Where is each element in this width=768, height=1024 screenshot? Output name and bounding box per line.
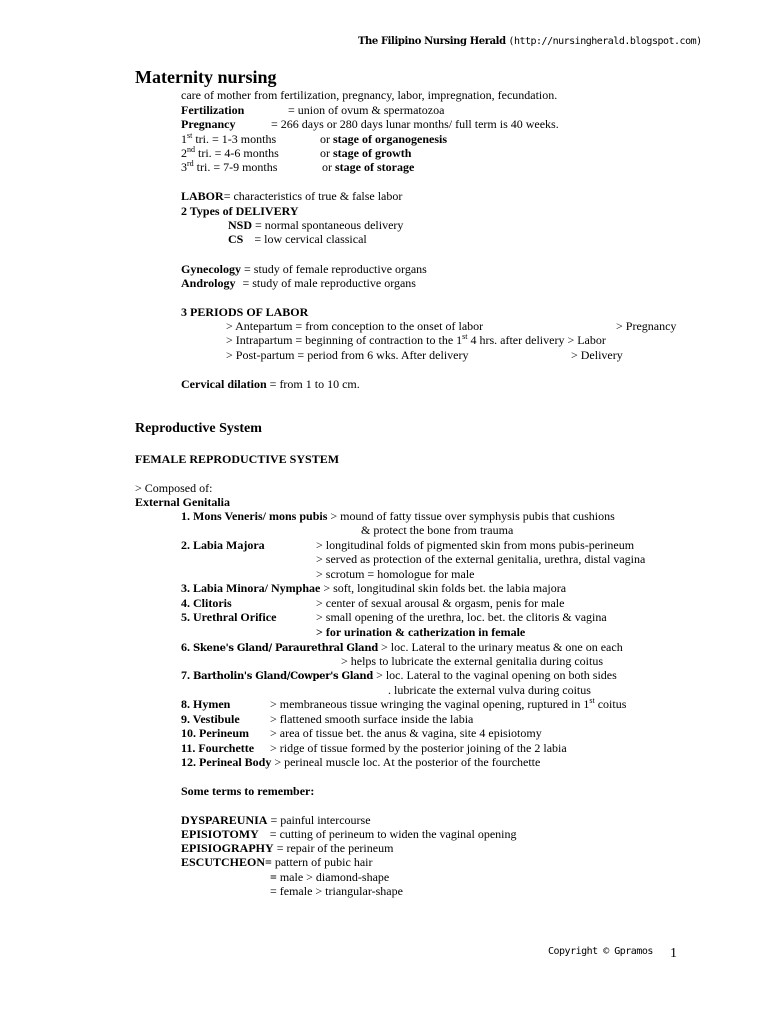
term: EPISIOGRAPHY (181, 841, 274, 855)
term-escutcheon (181, 855, 373, 869)
period-postpartum-tag: > Delivery (571, 348, 623, 362)
trimester-row (181, 159, 415, 174)
term: DYSPAREUNIA (181, 813, 268, 827)
list-item-term: 10. Perineum (181, 726, 249, 740)
tri-stage: or stage of growth (320, 146, 412, 160)
tri-stage: or stage of organogenesis (320, 132, 447, 146)
definition: = repair of the perineum (276, 841, 394, 855)
def-andrology (181, 276, 416, 290)
trimester-row (181, 131, 447, 146)
term: 3. Labia Minora/ Nymphae (181, 581, 321, 595)
delivery-heading: 2 Types of DELIVERY (181, 204, 299, 218)
list-item (181, 581, 566, 595)
def-gynecology (181, 262, 427, 276)
definition: = characteristics of true & false labor (223, 189, 403, 203)
definition: = 266 days or 280 days lunar months/ full term is 40 weeks. (271, 117, 559, 131)
term: Pregnancy (181, 117, 236, 131)
external-genitalia-heading: External Genitalia (135, 495, 230, 509)
definition: > mound of fatty tissue over symphysis pubis that cushions (330, 509, 615, 523)
composed-of: > Composed of: (135, 481, 213, 495)
escutcheon-female: = female > triangular-shape (270, 884, 403, 898)
period-intrapartum: > Intrapartum = beginning of contraction to the 1st 4 hrs. after delivery > Labor (226, 332, 606, 347)
term: Andrology (181, 276, 236, 290)
def-cervical-dilation (181, 377, 360, 391)
definition: > loc. Lateral to the urinary meatus & one on each (381, 640, 623, 654)
list-item: 6. Skene's Gland/ Paraurethral Gland > loc. Lateral to the urinary meatus & one on each (181, 640, 623, 654)
tri-range: tri. = 7-9 months (196, 160, 278, 174)
tri-sup: nd (187, 145, 195, 154)
list-item-cont: > helps to lubricate the external genitalia during coitus (341, 654, 604, 668)
list-item-term: 9. Vestibule (181, 712, 240, 726)
list-item-cont: & protect the bone from trauma (361, 523, 514, 537)
definition: > soft, longitudinal skin folds bet. the labia majora (323, 581, 567, 595)
definition: = from 1 to 10 cm. (269, 377, 360, 391)
list-item-def: > scrotum = homologue for male (316, 567, 475, 581)
section-title: Reproductive System (135, 421, 262, 436)
term: Skene's Gland/ Paraurethral Gland (193, 643, 379, 654)
escutcheon-male: = male > diamond-shape (270, 870, 390, 884)
list-item-def: > served as protection of the external genitalia, urethra, distal vagina (316, 552, 646, 566)
list-item: 7. Bartholin's Gland/Cowper's Gland > loc. Lateral to the vaginal opening on both sides (181, 668, 617, 682)
terms-heading: Some terms to remember: (181, 784, 315, 798)
term: Cervical dilation (181, 377, 267, 391)
list-item-def: > ridge of tissue formed by the posterior joining of the 2 labia (270, 741, 567, 755)
trimester-row (181, 145, 412, 160)
term-episiotomy (181, 827, 517, 841)
definition: pattern of pubic hair (274, 855, 373, 869)
page-title: Maternity nursing (135, 67, 277, 87)
definition: > perineal muscle loc. At the posterior of the fourchette (274, 755, 541, 769)
def-pregnancy (181, 117, 559, 131)
term: Gynecology (181, 262, 241, 276)
list-item (181, 755, 540, 769)
tri-num: 2 (181, 146, 187, 160)
list-item-def: > longitudinal folds of pigmented skin from mons pubis-perineum (316, 538, 635, 552)
term: NSD (228, 218, 253, 232)
tri-num: 3 (181, 160, 187, 174)
tri-sup: st (187, 131, 193, 140)
definition: = painful intercourse (270, 813, 371, 827)
list-item-def: > small opening of the urethra, loc. bet. the clitoris & vagina (316, 610, 607, 624)
term: CS (228, 232, 244, 246)
list-item (181, 509, 615, 523)
publication-url: (http://nursingherald.blogspot.com) (508, 36, 702, 47)
list-item-term: 8. Hymen (181, 697, 231, 711)
term: Fertilization (181, 103, 245, 117)
period-postpartum: > Post-partum = period from 6 wks. After delivery (226, 348, 469, 362)
tri-range: tri. = 4-6 months (198, 146, 279, 160)
list-item-def: > for urination & catherization in female (316, 625, 526, 639)
intro-text: care of mother from fertilization, pregnancy, labor, impregnation, fecundation. (181, 88, 558, 102)
term: 12. Perineal Body (181, 755, 272, 769)
term: LABOR (181, 189, 224, 203)
list-item-cont: . lubricate the external vulva during coitus (388, 683, 591, 697)
tri-range: tri. = 1-3 months (195, 132, 277, 146)
tri-stage: or stage of storage (322, 160, 415, 174)
definition: = cutting of perineum to widen the vaginal opening (269, 827, 517, 841)
tri-sup: rd (187, 159, 194, 168)
tri-num: 1 (181, 132, 187, 146)
delivery-nsd (228, 218, 403, 232)
term: EPISIOTOMY (181, 827, 259, 841)
definition: = normal spontaneous delivery (255, 218, 404, 232)
list-item-def: > flattened smooth surface inside the labia (270, 712, 474, 726)
list-item-term: 5. Urethral Orifice (181, 610, 277, 624)
list-item-def: > area of tissue bet. the anus & vagina, site 4 episiotomy (270, 726, 542, 740)
period-antepartum: > Antepartum = from conception to the onset of labor (226, 319, 484, 333)
list-item-def: > membraneous tissue wringing the vaginal opening, ruptured in 1st coitus (270, 696, 627, 711)
term-dyspareunia (181, 813, 371, 827)
definition: = study of female reproductive organs (244, 262, 427, 276)
term: Bartholin's Gland/Cowper's Gland (193, 671, 374, 682)
term-episiography (181, 841, 393, 855)
list-item-def: > center of sexual arousal & orgasm, penis for male (316, 596, 565, 610)
term: ESCUTCHEON= (181, 855, 272, 869)
def-fertilization (181, 103, 445, 117)
publication-name: The Filipino Nursing Herald (358, 36, 506, 47)
periods-heading: 3 PERIODS OF LABOR (181, 305, 309, 319)
page-number: 1 (670, 946, 677, 961)
definition: > loc. Lateral to the vaginal opening on both sides (376, 668, 617, 682)
delivery-cs (228, 232, 367, 246)
copyright: Copyright © Gpramos (548, 946, 653, 957)
term: 1. Mons Veneris/ mons pubis (181, 509, 328, 523)
definition: = study of male reproductive organs (242, 276, 416, 290)
labor-line (181, 189, 402, 203)
list-item-term: 2. Labia Majora (181, 538, 265, 552)
period-antepartum-tag: > Pregnancy (616, 319, 677, 333)
section-subtitle: FEMALE REPRODUCTIVE SYSTEM (135, 452, 340, 466)
page-header (358, 35, 702, 47)
definition: = low cervical classical (254, 232, 367, 246)
definition: = union of ovum & spermatozoa (288, 103, 445, 117)
list-item-term: 4. Clitoris (181, 596, 232, 610)
list-item-term: 11. Fourchette (181, 741, 255, 755)
